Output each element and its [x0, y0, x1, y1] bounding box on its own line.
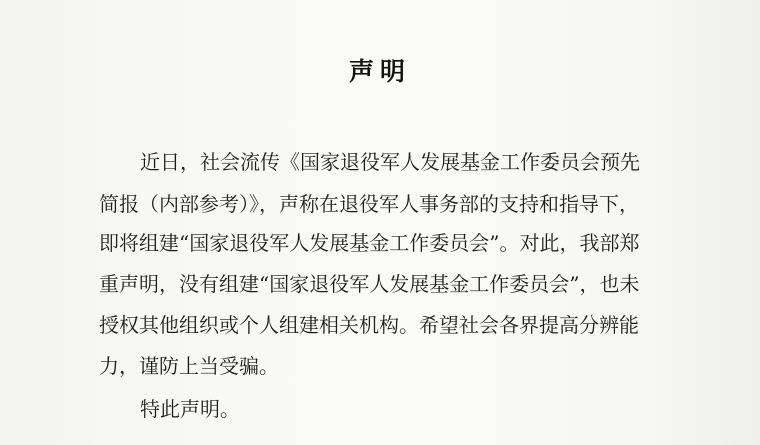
paragraph-line-5: 授权其他组织或个人组建相关机构。希望社会各界提高分辨能 — [99, 313, 639, 337]
paragraph-line-1: 近日，社会流传《国家退役军人发展基金工作委员会预先 — [140, 150, 640, 174]
document-title: 声明 — [348, 57, 411, 86]
paragraph-line-2: 简报（内部参考）》，声称在退役军人事务部的支持和指导下， — [99, 192, 639, 216]
paragraph-line-6: 力，谨防上当受骗。 — [99, 354, 279, 378]
paragraph-line-4: 重声明，没有组建“国家退役军人发展基金工作委员会”，也未 — [99, 272, 640, 296]
paragraph-line-3: 即将组建“国家退役军人发展基金工作委员会”。对此，我部郑 — [99, 231, 640, 255]
closing-line: 特此声明。 — [140, 397, 240, 421]
